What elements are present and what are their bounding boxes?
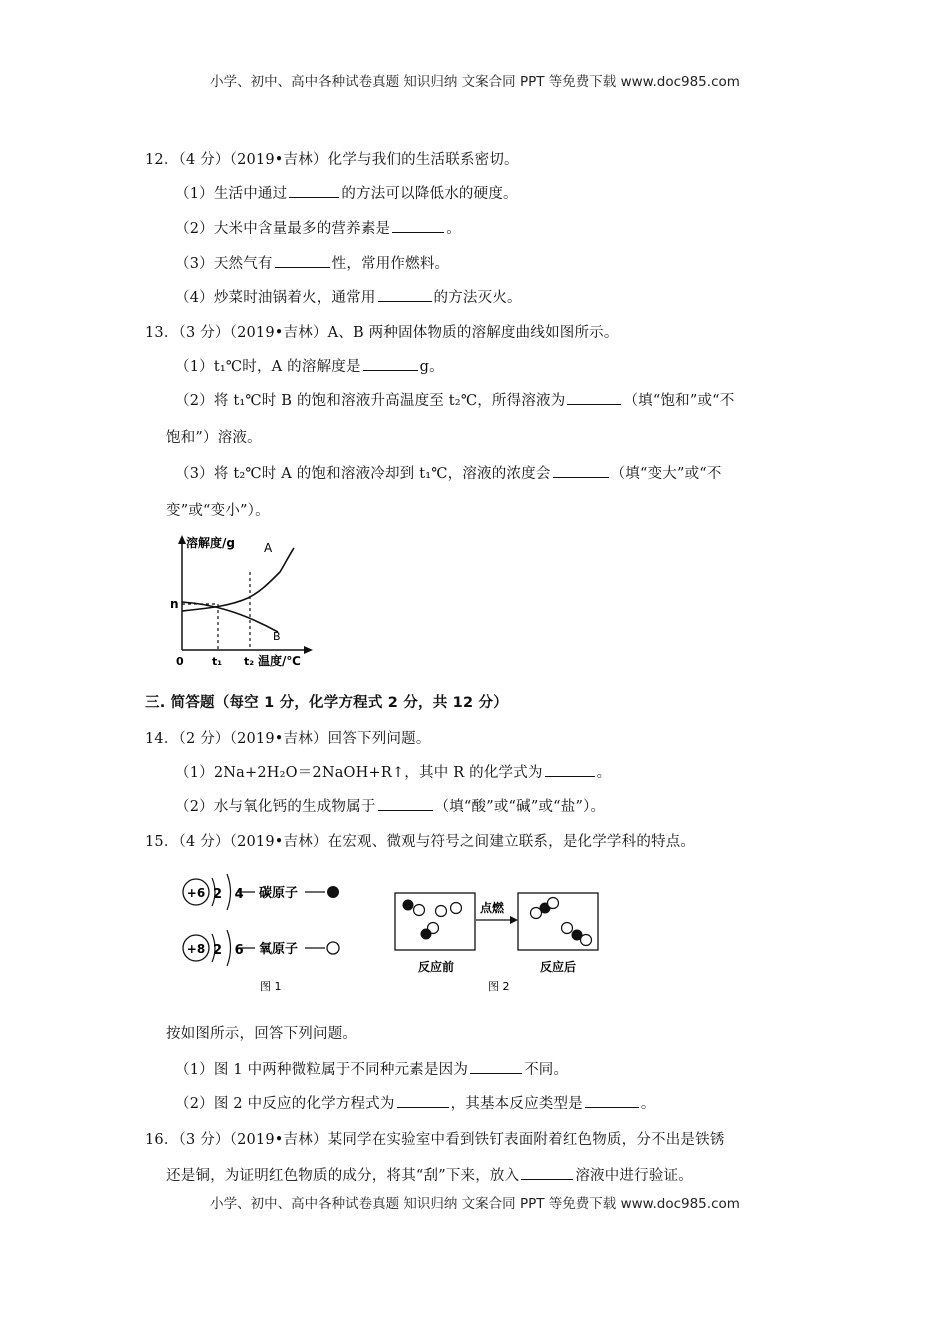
q12-part1-text: （1）生活中通过 [175, 186, 288, 202]
q13-part3-text: （3）将 t₂℃时 A 的饱和溶液冷却到 t₁℃，溶液的浓度会 [175, 466, 551, 482]
q14-part2-text-end: （填“酸”或“碱”或“盐”）。 [434, 799, 606, 815]
q14-part2-text: （2）水与氧化钙的生成物属于 [175, 799, 376, 815]
origin-label: 0 [176, 655, 184, 668]
oxygen-nucleus-charge: +8 [186, 942, 206, 956]
answer-blank[interactable] [567, 392, 621, 405]
q12-part4 [175, 286, 522, 307]
q12-part4-text: （4）炒菜时油锅着火，通常用 [175, 290, 376, 306]
q16-line2-text-end: 溶液中进行验证。 [575, 1168, 693, 1184]
answer-blank[interactable] [545, 764, 595, 777]
q13-part3 [175, 462, 722, 483]
q15-part1-text-end: 不同。 [524, 1062, 569, 1078]
t1-tick-label: t₁ [212, 655, 223, 668]
q13-part1-text: （1）t₁℃时，A 的溶解度是 [175, 359, 361, 375]
answer-blank[interactable] [470, 1061, 522, 1074]
q12-part1-text-end: 的方法可以降低水的硬度。 [341, 186, 518, 202]
q13-part1-text-end: g。 [419, 359, 444, 375]
q15-part2-text-end: 。 [640, 1096, 656, 1112]
figure-2-caption: 图 2 [488, 980, 510, 993]
q13-part2-text-end: （填“饱和”或“不 [623, 393, 735, 409]
q12-part3-text: （3）天然气有 [175, 256, 273, 272]
oxygen-atom [451, 903, 462, 914]
after-label: 反应后 [540, 960, 577, 974]
carbon-nucleus-charge: +6 [186, 886, 206, 900]
q12-part2 [175, 217, 461, 238]
q12-part3-text-end: 性，常用作燃料。 [331, 256, 450, 272]
arrow-label: 点燃 [480, 901, 505, 915]
q14-part1-text-end: 。 [596, 765, 612, 781]
page-header: 小学、初中、高中各种试卷真题 知识归纳 文案合同 PPT 等免费下载 www.doc985.com [210, 74, 740, 90]
before-label: 反应前 [418, 960, 455, 974]
q13-part3-cont: 变”或“变小”）。 [166, 503, 270, 519]
q15-part1 [175, 1058, 568, 1079]
answer-blank[interactable] [392, 220, 444, 233]
y-axis-arrow [178, 535, 186, 544]
x-axis-arrow [304, 646, 313, 654]
q12-part3 [175, 252, 449, 273]
carbon-shell-electrons: 2 4 [213, 887, 248, 902]
q14-part1 [175, 761, 611, 782]
q16-line2 [166, 1164, 693, 1185]
answer-blank[interactable] [521, 1167, 573, 1180]
q12-stem: 12．（4 分）（2019•吉林）化学与我们的生活联系密切。 [145, 152, 519, 168]
curve-b-label: B [273, 630, 281, 643]
q12-part4-text-end: 的方法灭火。 [433, 290, 522, 306]
answer-blank[interactable] [275, 255, 330, 268]
oxygen-atom [548, 898, 559, 909]
q13-part2-cont: 饱和”）溶液。 [166, 430, 262, 446]
q12-part2-text-end: 。 [446, 221, 461, 237]
q13-part1 [175, 355, 444, 376]
n-tick-label: n [170, 597, 179, 611]
q16-line1: 16．（3 分）（2019•吉林）某同学在实验室中看到铁钉表面附着红色物质，分不出是铁锈 [145, 1132, 725, 1148]
answer-blank[interactable] [378, 798, 433, 811]
curve-a-label: A [264, 541, 273, 555]
y-axis-label: 溶解度/g [186, 536, 235, 550]
q13-part3-text-end: （填“变大”或“不 [610, 466, 722, 482]
answer-blank[interactable] [378, 289, 432, 302]
answer-blank[interactable] [397, 1095, 449, 1108]
q15-part2-text: （2）图 2 中反应的化学方程式为 [175, 1096, 395, 1112]
carbon-label: 碳原子 [259, 886, 299, 901]
oxygen-shell-electrons: 2 6 [213, 943, 248, 958]
q14-part2 [175, 795, 605, 816]
carbon-atom-symbol [327, 886, 339, 898]
answer-blank[interactable] [553, 465, 609, 478]
q14-stem: 14．（2 分）（2019•吉林）回答下列问题。 [145, 731, 431, 747]
oxygen-atom [436, 906, 447, 917]
section-3-heading: 三. 简答题（每空 1 分，化学方程式 2 分，共 12 分） [145, 695, 508, 711]
answer-blank[interactable] [585, 1095, 639, 1108]
curve-b [182, 602, 278, 632]
q13-part2-text: （2）将 t₁℃时 B 的饱和溶液升高温度至 t₂℃，所得溶液为 [175, 393, 566, 409]
answer-blank[interactable] [289, 185, 339, 198]
q15-part1-text: （1）图 1 中两种微粒属于不同种元素是因为 [175, 1062, 469, 1078]
q15-part2-text-mid: ，其基本反应类型是 [450, 1096, 583, 1112]
oxygen-label: 氧原子 [259, 942, 299, 957]
q15-part2 [175, 1092, 656, 1113]
t2-tick-label: t₂ [244, 655, 255, 668]
oxygen-atom [581, 935, 592, 946]
curve-a [182, 548, 294, 611]
answer-blank[interactable] [363, 358, 418, 371]
carbon-atom [403, 900, 414, 911]
q12-part2-text: （2）大米中含量最多的营养素是 [175, 221, 391, 237]
oxygen-atom-symbol [327, 942, 339, 954]
q13-part2 [175, 389, 734, 410]
q12-part1 [175, 182, 518, 203]
solubility-graph [160, 532, 320, 672]
x-axis-label: 温度/℃ [258, 654, 301, 668]
q15-intro: 按如图所示，回答下列问题。 [166, 1026, 358, 1042]
page-footer: 小学、初中、高中各种试卷真题 知识归纳 文案合同 PPT 等免费下载 www.doc985.com [210, 1196, 740, 1212]
figure-2-reaction [390, 888, 605, 998]
figure-1-atoms [175, 868, 365, 998]
reaction-arrow-head [510, 916, 518, 924]
figure-1-caption: 图 1 [260, 980, 282, 993]
oxygen-atom [562, 923, 573, 934]
q15-stem: 15．（4 分）（2019•吉林）在宏观、微观与符号之间建立联系，是化学学科的特点。 [145, 834, 696, 850]
oxygen-atom [414, 905, 425, 916]
q13-stem: 13．（3 分）（2019•吉林）A、B 两种固体物质的溶解度曲线如图所示。 [145, 325, 619, 341]
carbon-atom [421, 929, 432, 940]
q16-line2-text: 还是铜，为证明红色物质的成分，将其“刮”下来，放入 [166, 1168, 520, 1184]
q14-part1-text: （1）2Na+2H₂O＝2NaOH+R↑，其中 R 的化学式为 [175, 765, 543, 781]
